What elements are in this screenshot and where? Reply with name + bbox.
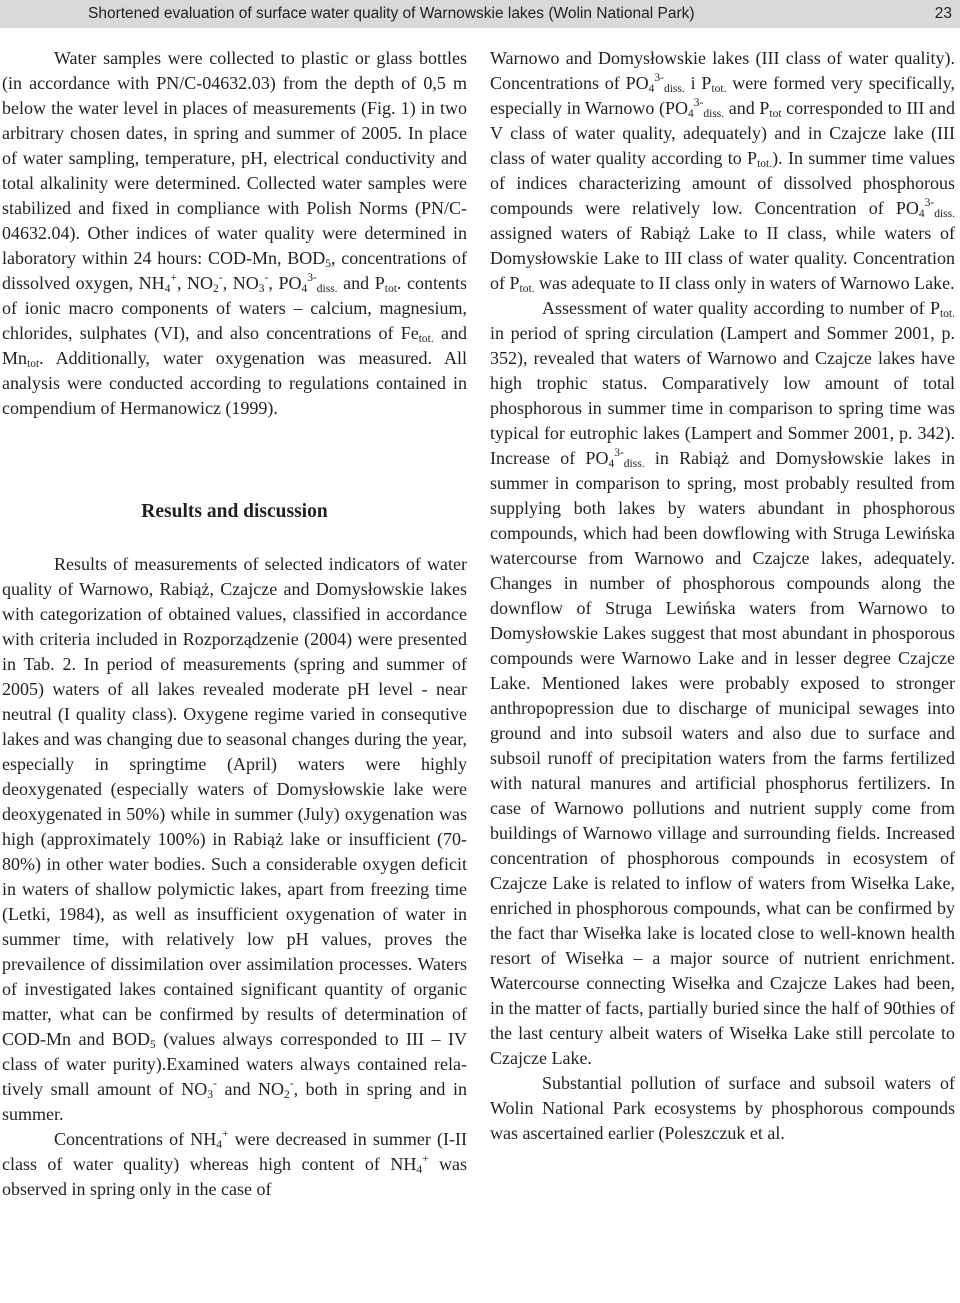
pollution-paragraph: Substantial pollution of surface and subsoil waters of Wolin National Park ecosystems by phosphorous compounds was ascertained earlier (Poleszczuk et al. [490, 1073, 955, 1143]
page-number: 23 [934, 5, 952, 22]
ammonium-paragraph: Concentrations of $NH_4^+$ were decreased in summer (I-II class of water quality) whereas high content of $NH_4^+$ was observed in spring only in the case of [2, 1128, 467, 1199]
running-title: Shortened evaluation of surface water quality of Warnowskie lakes (Wolin National Park) [88, 5, 695, 22]
continued-paragraph: Warnowo and Domysłowskie lakes (III class of water quality). Concentrations of $PO_4^{3-}_{diss.}$ i $P_{tot.}$ were formed very specifically, especially in Warnowo ($PO_4^{3-}_{diss.}$ and $P_{tot}$ corresponded to III and V class of water quality, adequately) and in Czajcze lake (III class of water quality according to $P_{tot.}$). In summer time values of indices characterizing amount of dissolved phosphorous compounds were relatively low. Concentration of $PO_4^{3-}_{diss.}$ assigned waters of Rabiąż Lake to II class, while waters of Domysłowskie Lake to III class of water quality. Concentration of $P_{tot.}$ was adequate to II class only in waters of Warnowo Lake. [490, 48, 955, 295]
left-column [2, 46, 467, 1202]
right-column [490, 46, 955, 1146]
results-paragraph: Results of measurements of selected indicators of water quality of Warnowo, Rabiąż, Czajcze and Domysłowskie lakes with categorization of obtained values, classified in accordance with criteria included in Rozporządzenie (2004) were presented in Tab. 2. In period of measurements (spring and summer of 2005) waters of all lakes revealed moderate pH level - near neutral (I quality class). Oxygene regime varied in consequtive lakes and was changing due to seasonal changes during the year, especially in springtime (April) waters were highly deoxygenated (especially waters of Domysłowskie lake were deoxygenated in 50%) while in summer (July) oxygenation was high (approximately 100%) in Rabiąż lake or insufficient (70-80%) in other water bodies. Such a considerable oxygen deficit in waters of shallow polymictic lakes, apart from freezing time (Letki, 1984), as well as insufficient oxygenation of water in summer time, with relatively low pH values, proves the prevailence of dissimilation over assimilation processes. Waters of investigated lakes contained significant quantity of organic matter, what can be confirmed by results of determination of COD-Mn and $BOD_5$ (values always corresponded to III – IV class of water purity).Examined waters always contained relatively small amount of $NO_3^-$ and $NO_2^-$, both in spring and in summer. [2, 554, 467, 1124]
methods-paragraph: Water samples were collected to plastic or glass bottles (in accordance with PN/C-04632.03) from the depth of 0,5 m below the water level in places of measurements (Fig. 1) in two arbitrary chosen dates, in spring and summer of 2005. In place of water sampling, temperature, pH, electrical conductivity and total alkalinity were determined. Collected water samples were stabilized and fixed in compliance with Polish Norms (PN/C-04632.04). Other indices of water quality were determined in laboratory within 24 hours: COD-Mn, $BOD_5$, concentrations of dissolved oxygen, $NH_4^+$, $NO_2^-$, $NO_3^-$, $PO_4^{3-}_{diss.}$ and $P_{tot}$. contents of ionic macro components of waters – calcium, magnesium, chlorides, sulphates (VI), and also concentrations of $Fe_{tot.}$ and $Mn_{tot}$. Additionally, water oxygenation was measured. All analysis were conducted according to regulations contained in compendium of Hermanowicz (1999). [2, 48, 468, 418]
running-header [0, 0, 960, 28]
section-heading: Results and discussion [141, 501, 328, 522]
assessment-paragraph: Assessment of water quality according to number of $P_{tot.}$ in period of spring circulation (Lampert and Sommer 2001, p. 352), revealed that waters of Warnowo and Czajcze lakes have high trophic status. Comparatively low amount of total phosphorous in summer time in comparison to spring time was typical for eutrophic lakes (Lampert and Sommer 2001, p. 342). Increase of $PO_4^{3-}_{diss.}$ in Rabiąż and Domysłowskie lakes in summer in comparison to spring, most probably resulted from supplying both lakes by waters abundant in phosphorous compounds, which had been dowflowing with Struga Lewińska watercourse from Warnowo and Czajcze lakes, adequately. Changes in number of phosphorous compounds along the downflow of Struga Lewińska waters from Warnowo to Domysłowskie Lakes suggest that most abundant in phosporous compounds were Warnowo Lake and in lesser degree Czajcze Lake. Mentioned lakes were probably exposed to stronger anthropopression due to discharge of municipal sewages into ground and into subsoil waters and also due to surface and subsoil runoff of precipitation waters from the farms fertilized with natural manures and artificial phosphorus fertilizers. In case of Warnowo pollutions and nutrient supply come from buildings of Warnowo village and surrounding fields. Increased concentration of phosphorous compounds in ecosystem of Czajcze Lake is related to inflow of waters from Wisełka Lake, enriched in phosphorous compounds, what can be confirmed by the fact thar Wisełka lake is located close to well-known health resort of Wisełka – a major source of nutrient enrichment. Watercourse connecting Wisełka and Czajcze Lakes had been, in the matter of facts, partially buried since the half of 90thies of the last century albeit waters of Wisełka Lake still percolate to Czajcze Lake. [490, 298, 955, 1068]
